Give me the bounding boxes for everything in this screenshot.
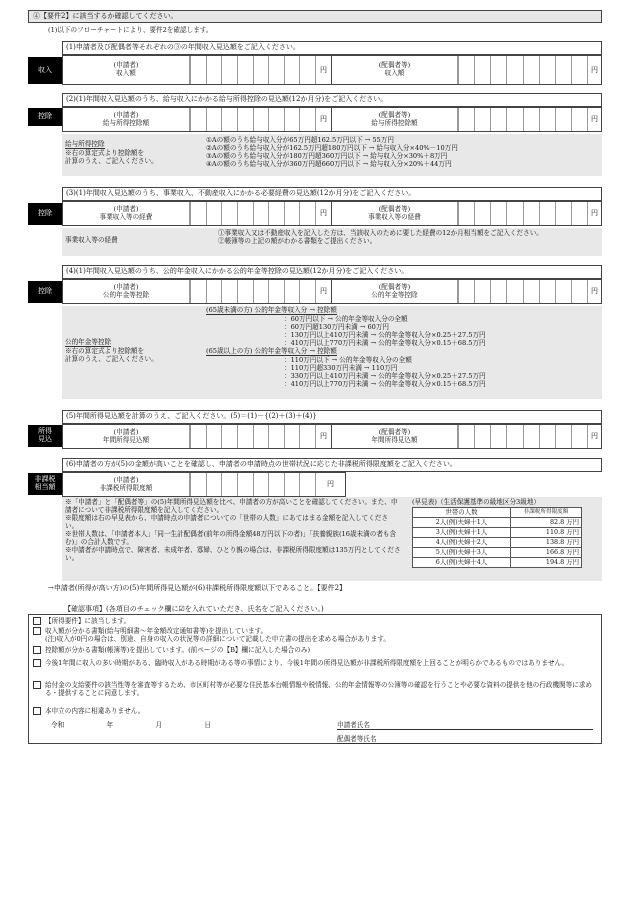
s2-header: (2)(1)年間収入見込額のうち、給与収入にかかる給与所得控除の見込額(12か月分)をご記入ください。 — [62, 93, 602, 107]
s5-header: (5)年間所得見込額を計算のうえ、ご記入ください。(5)＝(1)－{(2)＋(3)＋(4)} — [62, 410, 602, 424]
s1-right-input[interactable] — [457, 56, 587, 84]
s4-note-area — [62, 306, 602, 399]
table-cell: 82.8 万円 — [511, 518, 582, 528]
s6-note: ※限度額は右の早見表から、申請時点の申請者についての「世帯の人数」にあてはまる金額を記入してください。 — [65, 514, 388, 531]
s4-over65-rule: ：110万円超330万円未満 → 110万円 — [284, 364, 398, 373]
s4-under65-heading: (65歳未満の方) 公的年金等収入分 → 控除額 — [206, 306, 337, 314]
s3-row — [62, 201, 602, 226]
table-cell: 4人(例)夫婦十2人 — [413, 538, 511, 548]
s6-note: ※世帯人数は、「申請者本人」「同一生計配偶者(前年の所得金額48万円以下の者)」「扶養親族(16歳未満の者も含む)」の合計人数です。 — [65, 530, 397, 547]
s1-tag: 収入 — [28, 57, 62, 84]
s2-right-caption: (配偶者等) 給与所得控除額 — [331, 108, 457, 131]
s4-note — [65, 338, 195, 363]
s1-left-input[interactable] — [189, 56, 315, 84]
s4-under65-rule: ：60万円超130万円未満 → 60万円 — [284, 323, 390, 332]
s4-left-input[interactable] — [189, 280, 315, 303]
s4-right-input[interactable] — [457, 280, 587, 303]
s4-over65-rule: ：330万円以上410万円未満 → 公的年金等収入分×0.25＋27.5万円 — [284, 372, 486, 381]
confirm-item — [33, 707, 595, 715]
table-row — [413, 528, 582, 538]
s1-row — [62, 55, 602, 85]
s3-header: (3)(1)年間収入見込額のうち、事業収入、不動産収入にかかる必要経費の見込額(12か月分)をご記入ください。 — [62, 187, 602, 201]
table-cell: 5人(例)夫婦十3人 — [413, 548, 511, 558]
section-title: ④【要件2】に該当するか確認してください。 — [28, 10, 602, 23]
date-era: 令和 — [51, 721, 65, 729]
s1-right-caption: (配偶者等) 収入額 — [331, 56, 457, 84]
s5-right-yen: 円 — [587, 425, 601, 448]
s4-tag: 控除 — [28, 281, 62, 303]
table-cell: 110.8 万円 — [511, 528, 582, 538]
s6-left-input[interactable] — [189, 473, 315, 496]
table-header-row — [413, 508, 582, 518]
confirm-item-text: 給付金の支給要件の該当性等を審査等するため、市区町村等が必要な住民基本台帳情報や税情報、公的年金情報等の公簿等の確認を行うことや必要な資料の提供を他の行政機関等に求める・提供することに同意します。 — [45, 681, 593, 698]
confirm-item-text: 【所得要件】に該当します。 — [45, 617, 131, 625]
confirm-item — [33, 617, 595, 625]
confirm-item — [33, 659, 595, 667]
date-line — [51, 721, 211, 729]
s2-rule: ②Aの額のうち給与収入分が162.5万円超180万円以下 → 給与収入分×40%－10万円 — [206, 144, 458, 153]
spouse-name-field[interactable] — [337, 735, 593, 744]
table-row — [413, 548, 582, 558]
table-cell: 2人(例)夫婦十1人 — [413, 518, 511, 528]
confirm-item — [33, 646, 595, 654]
s4-over65-rule: ：410万円以上770万円未満 → 公的年金等収入分×0.15＋68.5万円 — [284, 380, 486, 389]
s1-header: (1)申請者及び配偶者等それぞれの③の年間収入見込額をご記入ください。 — [62, 41, 602, 55]
date-year[interactable]: 年 — [106, 721, 114, 729]
s6-header: (6)申請者の方が(5)の金額が高いことを確認し、申請者の申請時点の世帯状況に応じた非課税所得限度額をご記入ください。 — [62, 458, 602, 472]
checkbox[interactable] — [33, 659, 41, 667]
s2-note-title: 給与所得控除 — [65, 140, 105, 148]
s2-left-yen: 円 — [315, 108, 331, 131]
s2-right-input[interactable] — [457, 108, 587, 131]
confirm-item-text: 今後1年間に収入の多い時期がある、臨時収入がある時期がある等の事情により、今後1年間の所得見込額が非課税所得限度額を上回ることが明らかであるものではありません。 — [45, 659, 569, 667]
s3-note-area — [62, 228, 602, 256]
s5-row — [62, 424, 602, 449]
s6-notes — [65, 498, 401, 562]
table-cell: 6人(例)夫婦十4人 — [413, 558, 511, 568]
confirm-box — [28, 614, 602, 744]
checkbox[interactable] — [33, 681, 41, 689]
s3-left-input[interactable] — [189, 202, 315, 225]
s4-row — [62, 279, 602, 304]
s2-rule: ①Aの額のうち給与収入分が65万円超162.5万円以下 → 55万円 — [206, 136, 394, 144]
s1-left-caption: (申請者) 収入額 — [113, 61, 139, 77]
s1-right-yen: 円 — [587, 56, 601, 84]
s4-under65-rule: ：130万円以上410万円未満 → 公的年金等収入分×0.25＋27.5万円 — [284, 331, 486, 340]
conclusion-text: →申請者(所得が高い方)の(5)年間所得見込額が(6)非課税所得限度額以下であること。【要件2】 — [48, 584, 347, 592]
confirm-item — [33, 627, 595, 643]
s3-left-yen: 円 — [315, 202, 331, 225]
s3-rule: ①事業収入又は不動産収入を記入した方は、当該収入のために要した経費の12か月相当額をご記入ください。 — [218, 229, 543, 237]
s4-right-caption: (配偶者等) 公的年金等控除 — [331, 280, 457, 303]
table-cell: 166.8 万円 — [511, 548, 582, 558]
table-row — [413, 558, 582, 568]
s5-left-yen: 円 — [315, 425, 331, 448]
s4-right-yen: 円 — [587, 280, 601, 303]
s6-table-title: (早見表)（生活保護基準の級地区分3級地） — [412, 498, 541, 506]
s3-note-title: 事業収入等の経費 — [65, 236, 118, 244]
checkbox[interactable] — [33, 617, 41, 625]
s2-left-input[interactable] — [189, 108, 315, 131]
table-header-cell: 非課税所得限度額 — [511, 508, 582, 518]
s4-left-caption: (申請者) 公的年金等控除 — [102, 282, 150, 299]
s4-over65-rule: ：110万円以下 → 公的年金等収入分の全額 — [284, 356, 412, 365]
checkbox[interactable] — [33, 707, 41, 715]
s6-note: ※申請者が申請時点で、障害者、未成年者、寡婦、ひとり親の場合は、非課税所得限度額は135万円としてください。 — [65, 546, 401, 563]
s4-note-body: ※右の算定式より控除額を 計算のうえ、ご記入ください。 — [65, 347, 158, 364]
s2-right-yen: 円 — [587, 108, 601, 131]
table-cell: 194.8 万円 — [511, 558, 582, 568]
s4-header: (4)(1)年間収入見込額のうち、公的年金収入にかかる公的年金等控除の見込額(12か月分)をご記入ください。 — [62, 265, 602, 279]
applicant-name-field[interactable] — [337, 721, 593, 730]
s3-right-caption: (配偶者等) 事業収入等の経費 — [331, 202, 457, 225]
confirm-item-text: 本申立の内容に相違ありません。 — [45, 707, 145, 715]
s4-rules — [206, 306, 598, 388]
date-month[interactable]: 月 — [155, 721, 163, 729]
quick-reference-table — [412, 507, 582, 568]
s4-under65-rule: ：410万円以上770万円未満 → 公的年金等収入分×0.15＋68.5万円 — [284, 339, 486, 348]
checkbox[interactable] — [33, 646, 41, 654]
s5-right-caption: (配偶者等) 年間所得見込額 — [331, 425, 457, 448]
s2-row — [62, 107, 602, 132]
table-cell: 3人(例)夫婦十1人 — [413, 528, 511, 538]
s3-rules — [218, 229, 598, 245]
confirm-item-text: 収入額が分かる書類(給与明細書～年金額改定通知書等)を提出しています。 (注)収入が0円の場合は、別途、自身の収入の状況等の詳細について記載した申立書の提出を求める場合があります。 — [45, 627, 390, 644]
s3-right-input[interactable] — [457, 202, 587, 225]
table-header-cell: 世帯の人数 — [413, 508, 511, 518]
s2-note-area — [62, 134, 602, 176]
spouse-name-label: 配偶者等氏名 — [337, 735, 377, 743]
s4-note-title: 公的年金等控除 — [65, 338, 112, 346]
checkbox[interactable] — [33, 627, 41, 635]
table-cell: 138.8 万円 — [511, 538, 582, 548]
s2-rule: ④Aの額のうち給与収入分が360万円超660万円以下 → 給与収入分×20%＋44万円 — [206, 160, 452, 169]
s5-tag: 所得 見込 — [28, 425, 62, 447]
table-row — [413, 538, 582, 548]
s2-rule: ③Aの額のうち給与収入分が180万円超360万円以下 → 給与収入分×30%＋8万円 — [206, 152, 448, 161]
s3-rule: ②帳簿等の上記の額がわかる書類をご提出ください。 — [218, 237, 377, 246]
s3-right-yen: 円 — [587, 202, 601, 225]
s2-tag: 控除 — [28, 108, 62, 126]
s5-left-caption: (申請者) 年間所得見込額 — [102, 427, 150, 444]
s4-left-yen: 円 — [315, 280, 331, 303]
table-row — [413, 518, 582, 528]
s2-rules — [206, 136, 596, 168]
s6-left-yen: 円 — [315, 473, 345, 496]
confirm-item — [33, 681, 595, 697]
confirm-header: 【確認事項】(各項目のチェック欄に☑を入れていただき、氏名をご記入ください。) — [64, 605, 324, 613]
s2-note-body: ※右の算定式より控除額を 計算のうえ、ご記入ください。 — [65, 149, 158, 166]
s6-note-area — [62, 497, 602, 581]
s3-tag: 控除 — [28, 203, 62, 225]
s5-left-input[interactable] — [189, 425, 315, 448]
intro-text: (1)以下のフローチャートにより、要件2を確認します。 — [48, 26, 213, 34]
s6-note: ※「申請者」と「配偶者等」の(5)年間所得見込額を比べ、申請者の方が高いことを確認してください。また、申請者について非課税所得限度額を記入してください。 — [65, 498, 398, 515]
s4-under65-rule: ：60万円以下 → 公的年金等収入分の全額 — [284, 315, 408, 324]
applicant-name-label: 申請者氏名 — [337, 721, 370, 729]
s6-left-caption: (申請者) 非課税所得限度額 — [99, 475, 153, 492]
confirm-item-text: 控除額が分かる書類(帳簿等)を提出しています。(前ページの【B】欄に記入した場合のみ) — [45, 646, 311, 654]
s6-row — [62, 472, 346, 497]
date-day[interactable]: 日 — [204, 721, 211, 729]
s4-over65-heading: (65歳以上の方) 公的年金等収入分 → 控除額 — [206, 347, 337, 356]
s2-note — [65, 140, 195, 165]
s6-tag: 非課税 相当額 — [28, 473, 62, 495]
s3-left-caption: (申請者) 事業収入等の経費 — [99, 204, 153, 221]
s1-left-yen: 円 — [315, 56, 331, 84]
s5-right-input[interactable] — [457, 425, 587, 448]
s2-left-caption: (申請者) 給与所得控除額 — [102, 110, 150, 127]
